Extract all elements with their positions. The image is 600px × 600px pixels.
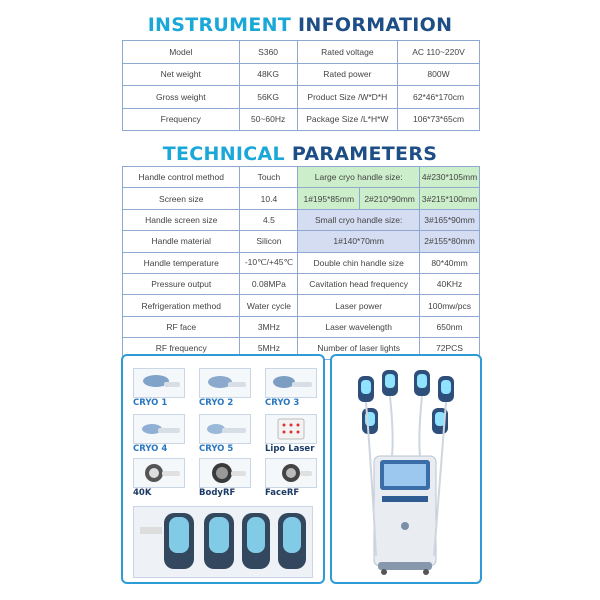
table-row	[123, 252, 480, 273]
technical-parameters-heading	[0, 143, 600, 165]
param-value: 72PCS	[420, 338, 480, 359]
large-cryo-size-3: 3#215*100mm	[420, 188, 480, 209]
param-value: 100mw/pcs	[420, 295, 480, 316]
table-row	[123, 63, 480, 86]
instrument-information-heading	[0, 14, 600, 36]
info-value: AC 110~220V	[398, 41, 480, 64]
cryo-handle-image	[199, 414, 251, 444]
param-name: Screen size	[123, 188, 240, 209]
small-cryo-size-3: 3#165*90mm	[420, 209, 480, 230]
param-name: Handle control method	[123, 167, 240, 188]
param-name: RF frequency	[123, 338, 240, 359]
param-name: Handle screen size	[123, 209, 240, 230]
param-name: RF face	[123, 316, 240, 337]
info-label: Model	[123, 41, 240, 64]
table-row	[123, 188, 480, 209]
cavitation-handle-image	[133, 458, 185, 488]
small-cryo-size-1: 1#140*70mm	[298, 231, 420, 252]
heading-part-1: TECHNICAL	[162, 143, 285, 165]
param-value: Water cycle	[240, 295, 298, 316]
table-row	[123, 209, 480, 230]
cryo-handle-image	[133, 414, 185, 444]
info-value: 48KG	[239, 63, 297, 86]
info-label: Rated power	[297, 63, 397, 86]
technical-parameters-table	[122, 166, 480, 360]
param-name: Pressure output	[123, 273, 240, 294]
info-value: 800W	[398, 63, 480, 86]
table-row	[123, 41, 480, 64]
handle-label: 40K	[133, 488, 152, 498]
table-row	[123, 86, 480, 109]
param-name: Refrigeration method	[123, 295, 240, 316]
info-label: Frequency	[123, 108, 240, 131]
large-cryo-size-4: 4#230*105mm	[420, 167, 480, 188]
heading-part-2: PARAMETERS	[291, 143, 438, 165]
small-cryo-label: Small cryo handle size:	[298, 209, 420, 230]
machine-photo-panel	[330, 354, 482, 584]
info-value: 62*46*170cm	[398, 86, 480, 109]
param-name: Double chin handle size	[298, 252, 420, 273]
machine-image	[332, 356, 480, 582]
heading-part-2: INFORMATION	[298, 14, 453, 36]
body-rf-handle-image	[199, 458, 251, 488]
param-name: Number of laser lights	[298, 338, 420, 359]
info-label: Product Size /W*D*H	[297, 86, 397, 109]
large-cryo-label: Large cryo handle size:	[298, 167, 420, 188]
handle-label: CRYO 2	[199, 398, 234, 408]
info-label: Gross weight	[123, 86, 240, 109]
param-value: 0.08MPa	[240, 273, 298, 294]
table-row	[123, 295, 480, 316]
handle-label: Lipo Laser	[265, 444, 315, 454]
param-name: Laser wavelength	[298, 316, 420, 337]
info-value: S360	[239, 41, 297, 64]
param-value: 650nm	[420, 316, 480, 337]
table-row	[123, 231, 480, 252]
param-value: 5MHz	[240, 338, 298, 359]
cryo-handle-image	[199, 368, 251, 398]
table-row	[123, 273, 480, 294]
handle-label: CRYO 4	[133, 444, 168, 454]
heading-part-1: INSTRUMENT	[147, 14, 292, 36]
cryo-handle-image	[133, 368, 185, 398]
param-value: 4.5	[240, 209, 298, 230]
handle-label: CRYO 1	[133, 398, 168, 408]
handle-label: FaceRF	[265, 488, 300, 498]
table-row	[123, 316, 480, 337]
param-value: 3MHz	[240, 316, 298, 337]
param-value: 40KHz	[420, 273, 480, 294]
instrument-info-table	[122, 40, 480, 131]
handle-label: CRYO 3	[265, 398, 300, 408]
table-row	[123, 108, 480, 131]
param-name: Handle material	[123, 231, 240, 252]
cryo-cups-photo	[133, 506, 313, 578]
handle-label: CRYO 5	[199, 444, 234, 454]
param-value: 80*40mm	[420, 252, 480, 273]
param-name: Laser power	[298, 295, 420, 316]
large-cryo-size-1: 1#195*85mm	[298, 188, 360, 209]
info-label: Package Size /L*H*W	[297, 108, 397, 131]
param-value: -10℃/+45℃	[240, 252, 298, 273]
info-value: 106*73*65cm	[398, 108, 480, 131]
info-label: Net weight	[123, 63, 240, 86]
large-cryo-size-2: 2#210*90mm	[360, 188, 420, 209]
table-row	[123, 167, 480, 188]
param-value: 10.4	[240, 188, 298, 209]
param-name: Cavitation head frequency	[298, 273, 420, 294]
param-value: Silicon	[240, 231, 298, 252]
param-value: Touch	[240, 167, 298, 188]
small-cryo-size-2: 2#155*80mm	[420, 231, 480, 252]
face-rf-handle-image	[265, 458, 317, 488]
param-name: Handle temperature	[123, 252, 240, 273]
cryo-handle-image	[265, 368, 317, 398]
info-value: 56KG	[239, 86, 297, 109]
handle-label: BodyRF	[199, 488, 236, 498]
info-value: 50~60Hz	[239, 108, 297, 131]
handles-panel	[121, 354, 325, 584]
info-label: Rated voltage	[297, 41, 397, 64]
lipo-laser-pad-image	[265, 414, 317, 444]
